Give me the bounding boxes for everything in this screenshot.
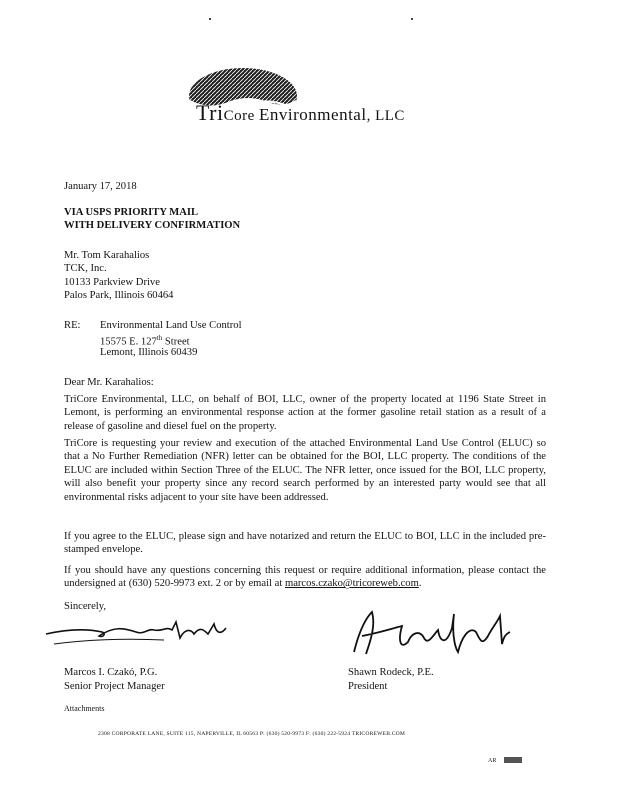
signer-right-name: Shawn Rodeck, P.E.: [348, 667, 434, 678]
closing: Sincerely,: [64, 601, 106, 612]
delivery-line-1: VIA USPS PRIORITY MAIL: [64, 207, 199, 218]
scan-mark: [411, 18, 413, 20]
salutation: Dear Mr. Karahalios:: [64, 377, 154, 388]
paragraph-3: If you agree to the ELUC, please sign and have notarized and return the ELUC to BOI, LLC in the included pre-stamped envelope.: [64, 531, 546, 556]
company-name-core: Core: [223, 108, 260, 124]
signature-right-icon: [342, 606, 512, 660]
recipient-city: Palos Park, Illinois 60464: [64, 290, 174, 301]
company-name: [196, 100, 405, 126]
company-name-llc: , LLC: [366, 108, 405, 124]
recipient-name: Mr. Tom Karahalios: [64, 250, 150, 261]
delivery-line-2: WITH DELIVERY CONFIRMATION: [64, 220, 241, 231]
signer-left-title: Senior Project Manager: [64, 681, 165, 692]
re-line-2-sup: th: [156, 334, 163, 342]
paragraph-4-text: If you should have any questions concerning this request or require additional information, please contact the undersigned at (630) 520-9973 ext. 2 or by email at: [64, 565, 546, 590]
corner-stamp: [504, 757, 522, 763]
re-line-3: Lemont, Illinois 60439: [100, 347, 198, 358]
corner-mark: AR: [488, 758, 497, 764]
signature-left-icon: [44, 616, 229, 650]
signer-right-title: President: [348, 681, 388, 692]
paragraph-4: [64, 564, 546, 591]
company-name-env: Environmental: [259, 105, 367, 124]
company-name-tri: Tri: [196, 100, 224, 125]
paragraph-1: TriCore Environmental, LLC, on behalf of BOI, LLC, owner of the property located at 1196 State Street in Lemont, is performing an environmental response action at the former gasoline retail station as a result of a release of gasoline and diesel fuel on the property.: [64, 394, 546, 432]
email-link[interactable]: marcos.czako@tricoreweb.com: [284, 578, 419, 590]
signer-left-name: Marcos I. Czakó, P.G.: [64, 667, 158, 678]
re-line-2-post: Street: [162, 336, 190, 348]
paragraph-2: TriCore is requesting your review and execution of the attached Environmental Land Use Control (ELUC) so that a No Further Remediation (NFR) letter can be obtained for the BOI, LLC property. The conditions of the ELUC are included within Section Three of the ELUC. The NFR letter, once issued for the BOI, LLC property, will also benefit your property since any record search performed by an interested party would see that all environmental risks adjacent to your site have been addressed.: [64, 438, 546, 503]
recipient-company: TCK, Inc.: [64, 263, 107, 274]
scan-mark: [209, 18, 211, 20]
footer-address: 2308 CORPORATE LANE, SUITE 115, NAPERVILLE, IL 60563 P: (630) 520-9973 F: (630) 222-5924 TRICOREWEB.COM: [98, 731, 406, 737]
paragraph-4-end: .: [418, 578, 422, 590]
re-line-1: Environmental Land Use Control: [100, 320, 242, 331]
re-line-2-pre: 15575 E. 127: [100, 336, 157, 348]
letter-date: January 17, 2018: [64, 181, 137, 192]
re-label: RE:: [64, 320, 81, 331]
attachments-label: Attachments: [64, 704, 105, 713]
recipient-street: 10133 Parkview Drive: [64, 277, 160, 288]
